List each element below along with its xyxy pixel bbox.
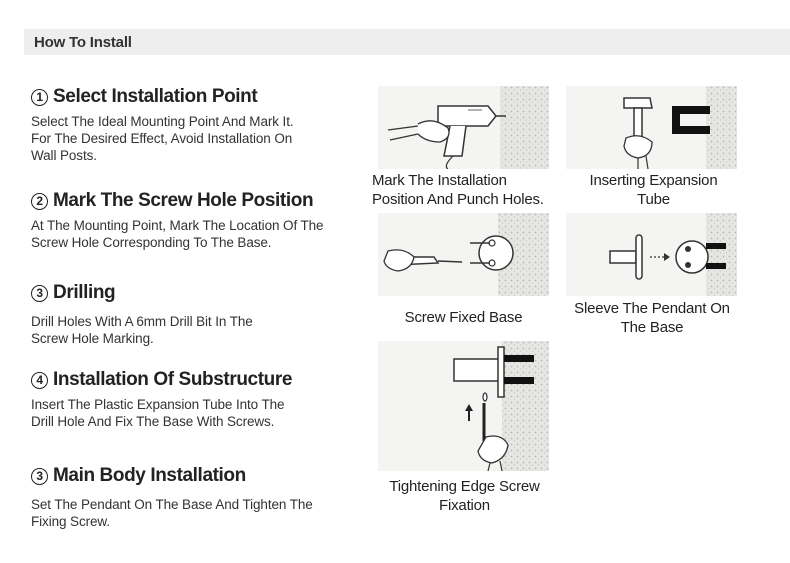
- section-header: [24, 29, 790, 55]
- step-5: [31, 465, 366, 530]
- step-1: [31, 86, 366, 164]
- figure-caption: Screw Fixed Base: [404, 309, 523, 326]
- step-title-text: Installation Of Substructure: [53, 369, 292, 390]
- step-title: [31, 282, 366, 304]
- step-description: Select The Ideal Mounting Point And Mark It. For The Desired Effect, Avoid Installation On Wall Posts.: [31, 114, 294, 163]
- hammer-icon: [566, 86, 737, 169]
- figure-caption: Sleeve The Pendant On The Base: [574, 300, 730, 336]
- step-description: Insert The Plastic Expansion Tube Into The Drill Hole And Fix The Base With Screws.: [31, 397, 285, 429]
- figure-caption: Inserting Expansion Tube: [589, 172, 718, 208]
- step-title-text: Mark The Screw Hole Position: [53, 190, 314, 211]
- step-3: [31, 282, 366, 347]
- step-number: 1: [31, 89, 48, 106]
- step-number: 3: [31, 468, 48, 485]
- pendant-icon: [566, 213, 737, 296]
- figure-caption: Tightening Edge Screw Fixation: [389, 478, 540, 514]
- figure-hex-key: [378, 341, 549, 471]
- step-title: [31, 465, 366, 487]
- step-title-text: Drilling: [53, 282, 116, 303]
- figure-drill: [378, 86, 549, 169]
- hex-key-icon: [378, 341, 549, 471]
- step-title: [31, 369, 366, 391]
- step-title-text: Select Installation Point: [53, 86, 258, 107]
- step-description: Set The Pendant On The Base And Tighten The Fixing Screw.: [31, 497, 313, 529]
- figure-hammer: [566, 86, 737, 169]
- step-4: [31, 369, 366, 430]
- step-title: [31, 190, 366, 212]
- step-number: 3: [31, 285, 48, 302]
- step-2: [31, 190, 366, 251]
- figure-screwdriver: [378, 213, 549, 296]
- step-title: [31, 86, 366, 108]
- step-number: 2: [31, 193, 48, 210]
- drill-icon: [378, 86, 549, 169]
- step-title-text: Main Body Installation: [53, 465, 246, 486]
- figure-pendant: [566, 213, 737, 296]
- step-description: At The Mounting Point, Mark The Location Of The Screw Hole Corresponding To The Base.: [31, 218, 324, 250]
- step-number: 4: [31, 372, 48, 389]
- step-description: Drill Holes With A 6mm Drill Bit In The Screw Hole Marking.: [31, 314, 253, 346]
- screwdriver-icon: [378, 213, 549, 296]
- section-title: How To Install: [34, 34, 132, 51]
- figure-caption: Mark The Installation Position And Punch Holes.: [372, 172, 544, 208]
